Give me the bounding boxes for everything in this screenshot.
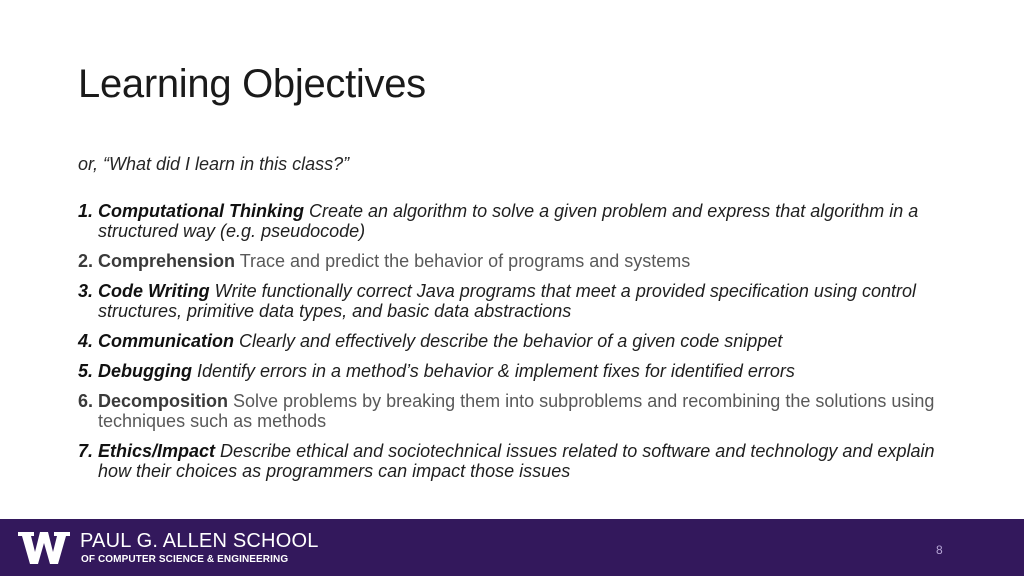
objective-number: 7. [78,441,94,461]
objective-term: Debugging [98,361,192,381]
objective-item [78,331,958,351]
objective-item [78,281,958,321]
objective-term: Decomposition [98,391,229,411]
objective-text: Identify errors in a method’s behavior & implement fixes for identified errors [191,361,795,381]
objective-text: Describe ethical and sociotechnical issues related to software and technology and explain how their choices as programmers can impact those issues [98,441,935,481]
slide-title: Learning Objectives [78,62,426,106]
objective-number: 3. [78,281,94,301]
objective-term: Comprehension [98,251,236,271]
objective-item [78,251,958,271]
objective-item [78,391,958,431]
objective-body [98,281,958,321]
objective-number: 6. [78,391,94,411]
objective-text: Clearly and effectively describe the behavior of a given code snippet [234,331,783,351]
objective-body [98,201,958,241]
objective-term: Ethics/Impact [98,441,216,461]
objective-body [98,441,958,481]
slide-subtitle: or, “What did I learn in this class?” [78,154,350,174]
objective-number: 1. [78,201,94,221]
objective-term: Code Writing [98,281,210,301]
objective-body [98,361,958,381]
objective-term: Communication [98,331,235,351]
objective-number: 4. [78,331,94,351]
objective-body [98,331,958,351]
objective-text: Solve problems by breaking them into subproblems and recombining the solutions using techniques such as methods [98,391,935,431]
objective-term: Computational Thinking [98,201,304,221]
objective-body [98,391,958,431]
objective-item [78,201,958,241]
objective-text: Write functionally correct Java programs that meet a provided specification using control structures, primitive data types, and basic data abstractions [98,281,916,321]
page-number: 8 [936,543,943,557]
objective-number: 5. [78,361,94,381]
uw-w-logo-icon [18,532,70,564]
school-subtitle: OF COMPUTER SCIENCE & ENGINEERING [81,554,289,565]
objective-number: 2. [78,251,94,271]
school-name: PAUL G. ALLEN SCHOOL [80,530,319,552]
objective-item [78,441,958,481]
objective-text: Create an algorithm to solve a given problem and express that algorithm in a structured way (e.g. pseudocode) [98,201,919,241]
footer-bar [0,519,1024,576]
objective-body [98,251,958,271]
objective-item [78,361,958,381]
objective-text: Trace and predict the behavior of programs and systems [235,251,691,271]
objectives-list [78,201,958,491]
